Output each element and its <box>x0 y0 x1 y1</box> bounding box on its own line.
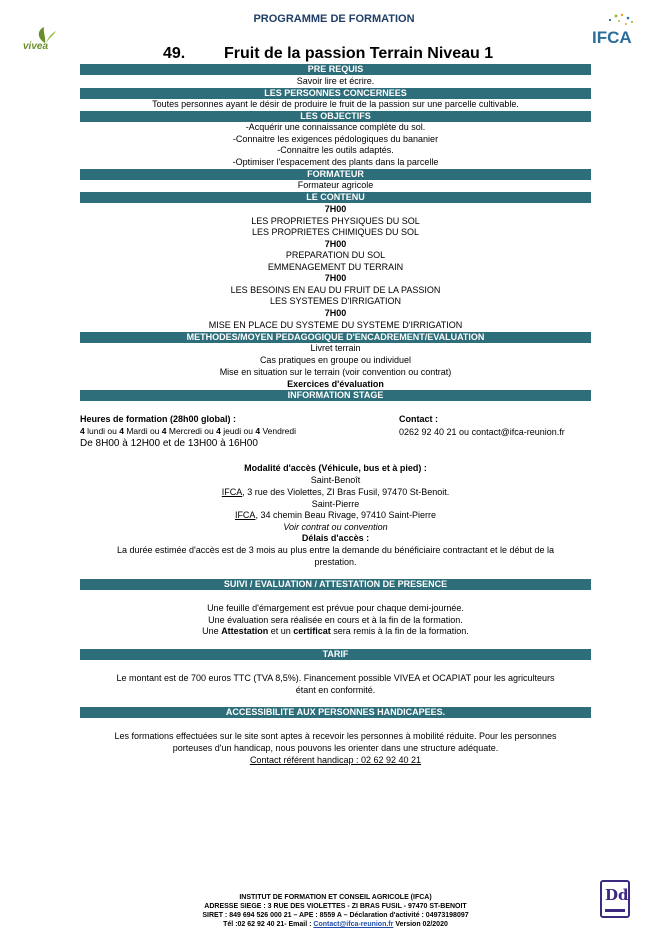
datadock-logo-text: Dd <box>605 886 629 904</box>
section-prerequis-header: PRE REQUIS <box>80 64 591 75</box>
accessibilite-line: porteuses d'un handicap, nous pouvons les orienter dans une structure adéquate. <box>172 743 499 753</box>
jours-text: jeudi ou <box>220 426 256 436</box>
contenu-duration: 7H00 <box>324 204 347 214</box>
suivi-certificat: certificat <box>293 626 331 636</box>
site1-name: Saint-Benoît <box>310 475 361 485</box>
site2-address <box>80 510 591 522</box>
footer-tel: Tél :02 62 92 40 21- Email : <box>223 921 314 928</box>
objectif-line: -Acquérir une connaissance complète du sol. <box>245 122 426 132</box>
methodes-line: Livret terrain <box>310 343 361 353</box>
site1-org[interactable]: IFCA <box>221 487 243 497</box>
suivi-attestation: Attestation <box>221 626 269 636</box>
personnes-line: Toutes personnes ayant le désir de produire le fruit de la passion sur une parcelle cultivable. <box>152 99 519 109</box>
jours-text: Vendredi <box>260 426 296 436</box>
voir-contrat: Voir contrat ou convention <box>283 522 388 532</box>
footer-line <box>80 920 591 929</box>
contenu-line: EMMENAGEMENT DU TERRAIN <box>267 261 404 272</box>
jours-line <box>80 426 296 436</box>
site2-name: Saint-Pierre <box>311 499 360 509</box>
contenu-duration: 7H00 <box>324 307 347 318</box>
contact-value[interactable]: 0262 92 40 21 ou contact@ifca-reunion.fr <box>399 427 565 437</box>
methodes-line: Exercices d'évaluation <box>287 378 384 389</box>
site2-addr: , 34 chemin Beau Rivage, 97410 Saint-Pierre <box>255 510 437 520</box>
section-accessibilite-header: ACCESSIBILITE AUX PERSONNES HANDICAPEES. <box>80 707 591 718</box>
methodes-line: Cas pratiques en groupe ou individuel <box>259 355 412 365</box>
footer-line: INSTITUT DE FORMATION ET CONSEIL AGRICOLE (IFCA) <box>239 894 432 901</box>
jours-count: 4 <box>255 426 261 436</box>
ifca-logo-text: IFCA <box>592 28 632 47</box>
contenu-duration: 7H00 <box>324 273 347 283</box>
vivea-logo-text: vivea <box>23 41 49 52</box>
jours-count: 4 <box>161 426 167 436</box>
vivea-logo <box>20 25 82 53</box>
datadock-logo <box>600 880 630 918</box>
section-tarif-header: TARIF <box>80 649 591 660</box>
section-suivi-header: SUIVI / EVALUATION / ATTESTATION DE PRESENCE <box>80 579 591 590</box>
program-title: PROGRAMME DE FORMATION <box>253 13 415 25</box>
suivi-attestation-line <box>80 626 591 638</box>
ifca-logo <box>586 12 642 54</box>
suivi-text: et un <box>268 626 294 636</box>
footer-line: SIRET : 849 694 526 000 21 – APE : 8559 A – Déclaration d'activité : 04973198097 <box>202 912 469 919</box>
modalite-label: Modalité d'accès (Véhicule, bus et à pied) : <box>244 463 427 473</box>
objectif-line: -Connaitre les exigences pédologiques du bananier <box>232 133 439 144</box>
tarif-line: Le montant est de 700 euros TTC (TVA 8,5%). Financement possible VIVEA et OCAPIAT pour les agriculteurs <box>116 673 555 683</box>
section-formateur-header: FORMATEUR <box>80 169 591 180</box>
methodes-line: Mise en situation sur le terrain (voir convention ou contrat) <box>219 367 452 377</box>
site2-org[interactable]: IFCA <box>234 510 256 520</box>
section-methodes-header: METHODES/MOYEN PEDAGOGIQUE D'ENCADREMENT/EVALUATION <box>80 332 591 343</box>
datadock-underline <box>605 909 625 912</box>
contenu-duration: 7H00 <box>324 238 347 249</box>
jours-text: Mardi ou <box>123 426 162 436</box>
heures-label: Heures de formation (28h00 global) : <box>80 414 237 424</box>
contenu-line: LES PROPRIETES CHIMIQUES DU SOL <box>251 227 420 237</box>
footer-version: Version 02/2020 <box>393 921 448 928</box>
suivi-text: Une <box>202 626 222 636</box>
accessibilite-line: Les formations effectuées sur le site sont aptes à recevoir les personnes à mobilité réduite. Pour les personnes <box>114 731 557 741</box>
course-title: Fruit de la passion Terrain Niveau 1 <box>224 45 494 62</box>
suivi-text: sera remis à la fin de la formation. <box>330 626 469 636</box>
section-contenu-header: LE CONTENU <box>80 192 591 203</box>
section-objectifs-header: LES OBJECTIFS <box>80 111 591 122</box>
site1-addr: , 3 rue des Violettes, ZI Bras Fusil, 97470 St-Benoit. <box>242 487 450 497</box>
jours-count: 4 <box>216 426 221 436</box>
footer-email[interactable]: Contact@ifca-reunion.fr <box>313 921 394 928</box>
contenu-line: LES PROPRIETES PHYSIQUES DU SOL <box>251 215 420 226</box>
contenu-line: LES BESOINS EN EAU DU FRUIT DE LA PASSION <box>230 284 441 295</box>
horaires: De 8H00 à 12H00 et de 13H00 à 16H00 <box>80 438 258 449</box>
delais-line: La durée estimée d'accès est de 3 mois au plus entre la demande du bénéficiaire contractant et le début de la <box>117 545 554 555</box>
delais-label: Délais d'accès : <box>301 533 370 543</box>
objectif-line: -Optimiser l'espacement des plants dans la parcelle <box>232 156 439 167</box>
jours-count: 4 <box>119 426 124 436</box>
contenu-line: MISE EN PLACE DU SYSTEME DU SYSTEME D'IRRIGATION <box>208 319 463 330</box>
formateur-line: Formateur agricole <box>297 180 374 190</box>
site1-address <box>80 487 591 499</box>
course-number: 49. <box>163 45 186 62</box>
jours-text: lundi ou <box>84 426 120 436</box>
contenu-line: LES SYSTEMES D'IRRIGATION <box>269 296 402 306</box>
suivi-line: Une feuille d'émargement est prévue pour chaque demi-journée. <box>207 603 464 613</box>
accessibilite-contact[interactable]: Contact référent handicap : 02 62 92 40 21 <box>249 755 422 765</box>
suivi-line: Une évaluation sera réalisée en cours et à la fin de la formation. <box>208 614 463 625</box>
jours-text: Mercredi ou <box>166 426 217 436</box>
section-information-header: INFORMATION STAGE <box>80 390 591 401</box>
objectif-line: -Connaitre les outils adaptés. <box>277 145 394 155</box>
section-personnes-header: LES PERSONNES CONCERNEES <box>80 88 591 99</box>
contenu-line: PREPARATION DU SOL <box>285 250 386 260</box>
delais-line: prestation. <box>314 557 357 567</box>
contact-label: Contact : <box>399 414 438 424</box>
tarif-line: étant en conformité. <box>295 685 376 695</box>
footer-line: ADRESSE SIEGE : 3 RUE DES VIOLETTES - ZI BRAS FUSIL - 97470 ST-BENOIT <box>204 903 467 910</box>
prerequis-line: Savoir lire et écrire. <box>296 76 375 86</box>
jours-count: 4 <box>80 426 85 436</box>
